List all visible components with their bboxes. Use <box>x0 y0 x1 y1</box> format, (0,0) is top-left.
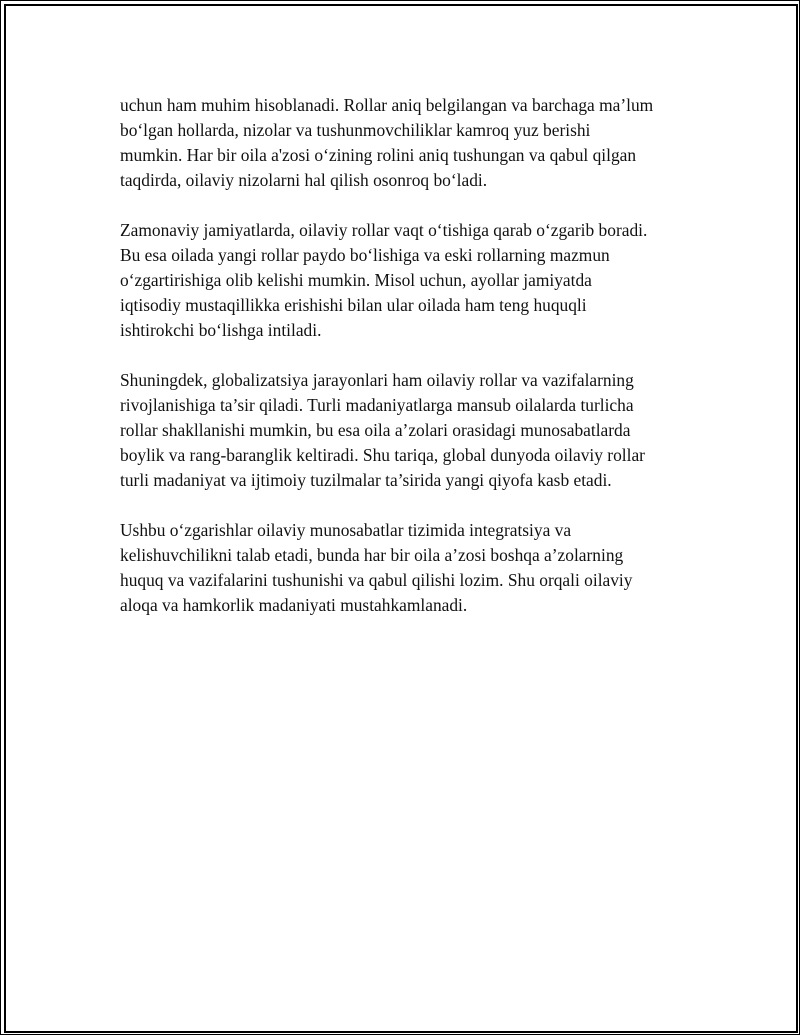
paragraph-globalization <box>120 368 695 493</box>
text-line: huquq va vazifalarini tushunishi va qabul qilishi lozim. Shu orqali oilaviy <box>120 570 633 590</box>
text-line: bo‘lgan hollarda, nizolar va tushunmovchiliklar kamroq yuz berishi <box>120 120 591 140</box>
paragraph-integration <box>120 518 695 618</box>
text-line: uchun ham muhim hisoblanadi. Rollar aniq belgilangan va barchaga ma’lum <box>120 95 654 115</box>
text-line: mumkin. Har bir oila a'zosi o‘zining rolini aniq tushungan va qabul qilgan <box>120 145 637 165</box>
paragraph-modern-societies <box>120 218 695 343</box>
text-line: ishtirokchi bo‘lishga intiladi. <box>120 320 322 340</box>
text-line: boylik va rang-baranglik keltiradi. Shu tariqa, global dunyoda oilaviy rollar <box>120 445 645 465</box>
text-line: iqtisodiy mustaqillikka erishishi bilan ular oilada ham teng huquqli <box>120 295 587 315</box>
text-line: o‘zgartirishiga olib kelishi mumkin. Misol uchun, ayollar jamiyatda <box>120 270 592 290</box>
text-line: Ushbu o‘zgarishlar oilaviy munosabatlar tizimida integratsiya va <box>120 520 572 540</box>
text-line: taqdirda, oilaviy nizolarni hal qilish osonroq bo‘ladi. <box>120 170 488 190</box>
document-body <box>120 93 695 643</box>
paragraph-roles-clarity <box>120 93 695 193</box>
text-line: Shuningdek, globalizatsiya jarayonlari ham oilaviy rollar va vazifalarning <box>120 370 634 390</box>
text-line: Zamonaviy jamiyatlarda, oilaviy rollar vaqt o‘tishiga qarab o‘zgarib boradi. <box>120 220 648 240</box>
text-line: rollar shakllanishi mumkin, bu esa oila a’zolari orasidagi munosabatlarda <box>120 420 631 440</box>
text-line: turli madaniyat va ijtimoiy tuzilmalar ta’sirida yangi qiyofa kasb etadi. <box>120 470 612 490</box>
text-line: Bu esa oilada yangi rollar paydo bo‘lishiga va eski rollarning mazmun <box>120 245 610 265</box>
text-line: kelishuvchilikni talab etadi, bunda har bir oila a’zosi boshqa a’zolarning <box>120 545 624 565</box>
text-line: rivojlanishiga ta’sir qiladi. Turli madaniyatlarga mansub oilalarda turlicha <box>120 395 634 415</box>
text-line: aloqa va hamkorlik madaniyati mustahkamlanadi. <box>120 595 468 615</box>
